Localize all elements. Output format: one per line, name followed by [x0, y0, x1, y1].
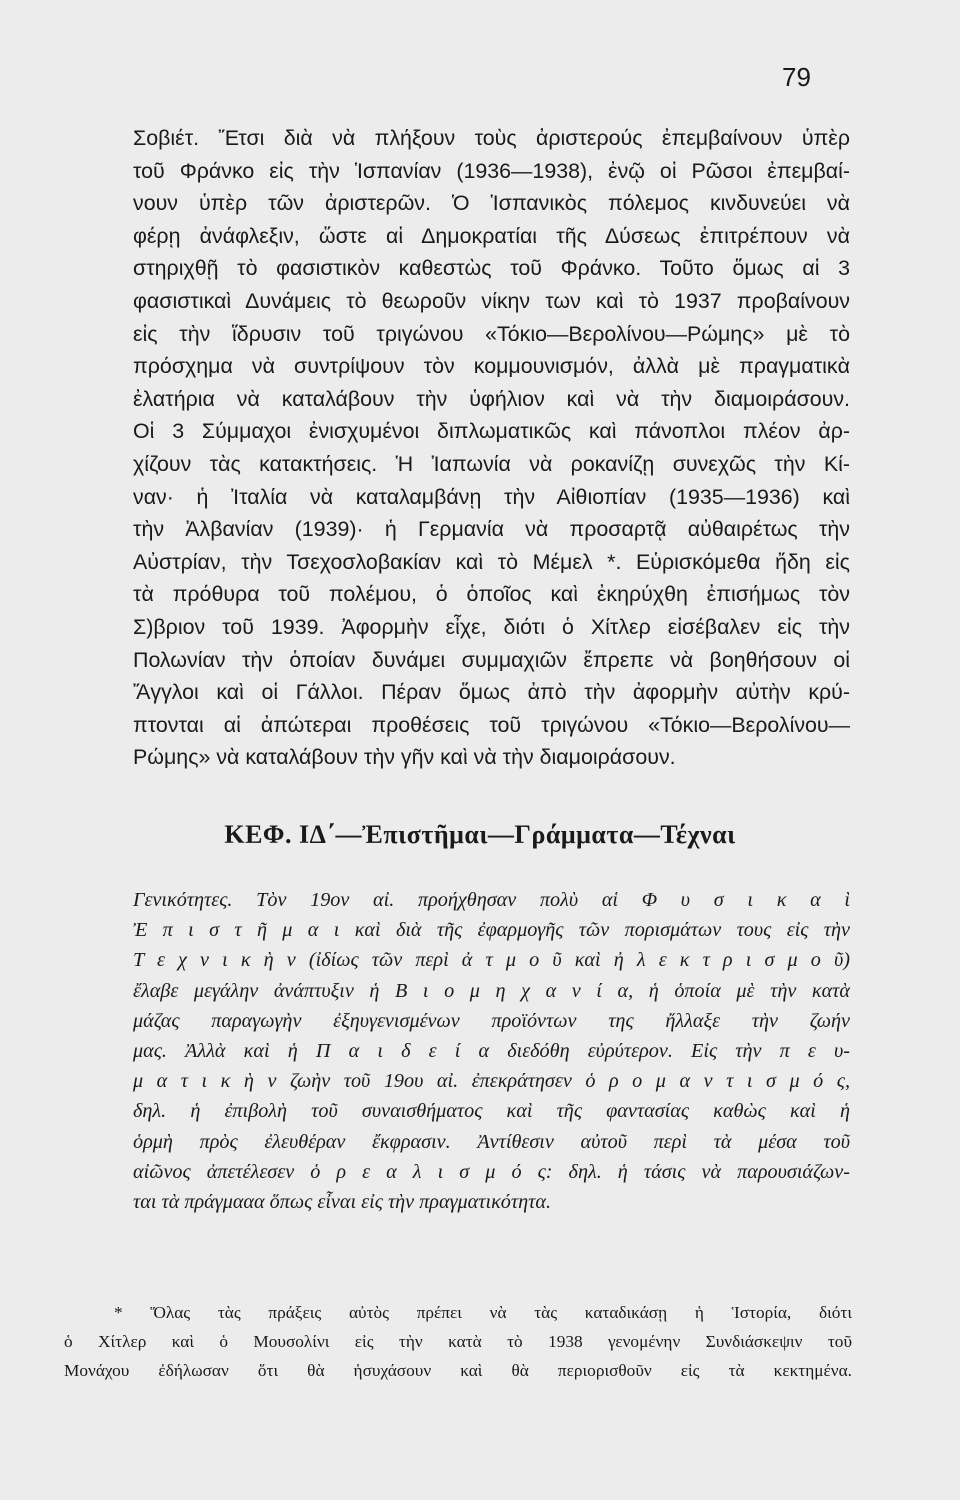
- text-line: τοῦ Φράνκο εἰς τὴν Ἱσπανίαν (1936—1938), ἐνῷ οἱ Ρῶσοι ἐπεμβαί-: [133, 158, 850, 183]
- italic-line: μάζας παραγωγὴν ἐξηυγενισμένων προϊόντων της ἤλλαξε τὴν ζωήν: [133, 1009, 850, 1032]
- italic-line: ὁρμὴ πρὸς ἐλευθέραν ἔκφρασιν. Ἀντίθεσιν αὐτοῦ περὶ τὰ μέσα τοῦ: [133, 1130, 850, 1153]
- footnote: [64, 1298, 852, 1385]
- italic-line: αἰῶνος ἀπετέλεσεν ὁ ρ ε α λ ι σ μ ό ς: δηλ. ἡ τάσις νὰ παρουσιάζων-: [133, 1160, 850, 1183]
- text-line: στηριχθῇ τὸ φασιστικὸν καθεστὼς τοῦ Φράνκο. Τοῦτο ὅμως αἱ 3: [133, 256, 850, 281]
- main-body-text: [133, 122, 850, 774]
- text-line: Σοβιέτ. Ἔτσι διὰ νὰ πλήξουν τοὺς ἀριστερούς ἐπεμβαίνουν ὑπὲρ: [133, 126, 850, 150]
- text-line: πτονται αἱ ἀπώτεραι προθέσεις τοῦ τριγώνου «Τόκιο—Βερολίνου—: [133, 712, 850, 737]
- footnote-line: Μονάχου ἐδήλωσαν ὅτι θὰ ἡσυχάσουν καὶ θὰ περιορισθοῦν εἰς τὰ κεκτημένα.: [64, 1361, 852, 1380]
- text-line: ἐλατήρια νὰ καταλάβουν τὴν ὑφήλιον καὶ νὰ τὴν διαμοιράσουν.: [133, 386, 850, 411]
- text-line: φασιστικαὶ Δυνάμεις τὸ θεωροῦν νίκην των καὶ τὸ 1937 προβαίνουν: [133, 288, 850, 313]
- chapter-heading: ΚΕΦ. ΙΔ΄—Ἐπιστῆμαι—Γράμματα—Τέχναι: [224, 820, 736, 849]
- text-line: πρόσχημα νὰ συντρίψουν τὸν κομμουνισμόν, ἀλλὰ μὲ πραγματικὰ: [133, 354, 850, 379]
- text-line: χίζουν τὰς κατακτήσεις. Ἡ Ἰαπωνία νὰ ροκανίζῃ συνεχῶς τὴν Κί-: [133, 451, 850, 476]
- italic-line: δηλ. ἡ ἐπιβολὴ τοῦ συναισθήματος καὶ τῆς φαντασίας καθὼς καὶ ἡ: [133, 1100, 850, 1123]
- text-line: Ρώμης» νὰ καταλάβουν τὴν γῆν καὶ νὰ τὴν διαμοιράσουν.: [133, 745, 676, 770]
- section-generalities-text: [133, 885, 850, 1217]
- text-line: τὰ πρόθυρα τοῦ πολέμου, ὁ ὁποῖος καὶ ἐκηρύχθη ἐπισήμως τὸν: [133, 582, 850, 607]
- italic-line: Ἐ π ι σ τ ῆ μ α ι καὶ διὰ τῆς ἐφαρμογῆς τῶν πορισμάτων τους εἰς τὴν: [133, 919, 850, 942]
- italic-line: μ α τ ι κ ὴ ν ζωὴν τοῦ 19ου αἰ. ἐπεκράτησεν ὁ ρ ο μ α ν τ ι σ μ ό ς,: [133, 1070, 850, 1093]
- text-line: Σ)βριον τοῦ 1939. Ἀφορμὴν εἶχε, διότι ὁ Χίτλερ εἰσέβαλεν εἰς τὴν: [133, 614, 850, 639]
- page-number: 79: [782, 62, 811, 92]
- text-line: τὴν Ἀλβανίαν (1939)· ἡ Γερμανία νὰ προσαρτᾷ αὐθαιρέτως τὴν: [133, 517, 850, 542]
- text-line: ναν· ἡ Ἰταλία νὰ καταλαμβάνῃ τὴν Αἰθιοπίαν (1935—1936) καὶ: [133, 484, 850, 509]
- italic-line: ται τὰ πράγμααα ὅπως εἶναι εἰς τὴν πραγματικότητα.: [133, 1191, 552, 1214]
- italic-line: μας. Ἀλλὰ καὶ ἡ Π α ι δ ε ί α διεδόθη εὐρύτερον. Εἰς τὴν π ε υ-: [133, 1040, 850, 1063]
- text-line: Πολωνίαν τὴν ὁποίαν δυνάμει συμμαχιῶν ἔπρεπε νὰ βοηθήσουν οἱ: [133, 647, 850, 672]
- italic-line: Γενικότητες. Τὸν 19ον αἰ. προήχθησαν πολὺ αἱ Φ υ σ ι κ α ὶ: [133, 889, 850, 911]
- text-line: Οἱ 3 Σύμμαχοι ἐνισχυμένοι διπλωματικῶς καὶ πάνοπλοι πλέον ἀρ-: [133, 419, 850, 444]
- text-line: Αὐστρίαν, τὴν Τσεχοσλοβακίαν καὶ τὸ Μέμελ *. Εὑρισκόμεθα ἤδη εἰς: [133, 549, 850, 574]
- text-line: νουν ὑπὲρ τῶν ἀριστερῶν. Ὁ Ἱσπανικὸς πόλεμος κινδυνεύει νὰ: [133, 191, 850, 216]
- footnote-line: ὁ Χίτλερ καὶ ὁ Μουσολίνι εἰς τὴν κατὰ τὸ 1938 γενομένην Συνδιάσκεψιν τοῦ: [64, 1332, 852, 1351]
- footnote-line: * Ὅλας τὰς πράξεις αὐτὸς πρέπει νὰ τὰς καταδικάσῃ ἡ Ἱστορία, διότι: [114, 1303, 852, 1322]
- italic-line: Τ ε χ ν ι κ ὴ ν (ἰδίως τῶν περὶ ἀ τ μ ο ῦ καὶ ἠ λ ε κ τ ρ ι σ μ ο ῦ): [133, 949, 850, 972]
- text-line: φέρῃ ἀνάφλεξιν, ὥστε αἱ Δημοκρατίαι τῆς Δύσεως ἐπιτρέπουν νὰ: [133, 223, 850, 248]
- text-line: εἰς τὴν ἵδρυσιν τοῦ τριγώνου «Τόκιο—Βερολίνου—Ρώμης» μὲ τὸ: [133, 321, 850, 346]
- text-line: Ἄγγλοι καὶ οἱ Γάλλοι. Πέραν ὅμως ἀπὸ τὴν ἀφορμὴν αὐτὴν κρύ-: [133, 680, 850, 705]
- italic-line: ἔλαβε μεγάλην ἀνάπτυξιν ἡ Β ι ο μ η χ α ν ί α, ἡ ὁποία μὲ τὴν κατὰ: [133, 979, 850, 1002]
